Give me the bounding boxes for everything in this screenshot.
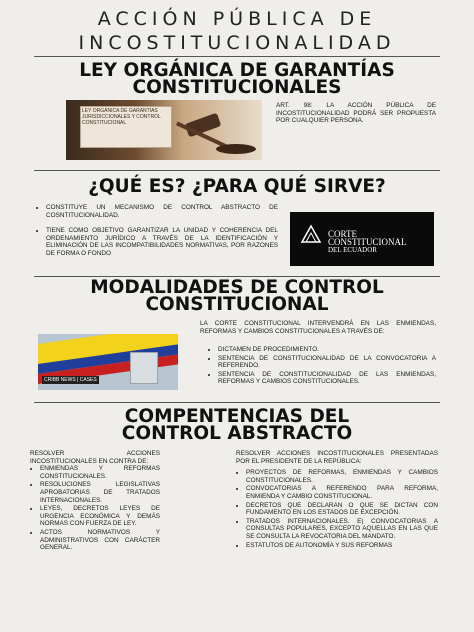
ballot-box-icon (130, 352, 158, 384)
section1-title-line2: CONSTITUCIONALES (132, 77, 342, 98)
section3-intro: LA CORTE CONSTITUCIONAL INTERVENDRÁ EN LAS ENMIENDAS, REFORMAS Y CAMBIOS CONSTITUCIONALES A TRAVÉS DE: (200, 320, 436, 335)
section3-bullet-list (208, 346, 436, 387)
right-column (236, 450, 438, 550)
left-column (30, 450, 160, 553)
logo-line-3: DEL ECUADOR (328, 246, 377, 254)
list-item: • DICTAMEN DE PROCEDIMIENTO. (218, 346, 436, 354)
list-item: • LEYES, DECRETOS LEYES DE URGENCIA ECONÓMICA Y DEMÁS NORMAS CON FUERZA DE LEY. (40, 505, 160, 528)
article-98-text: ART. 98: LA ACCIÓN PÚBLICA DE INCOSTITUCIONALIDAD PODRÁ SER PROPUESTA POR CUALQUIER PERSONA. (276, 102, 436, 125)
gavel-block (216, 144, 256, 154)
list-item: • DECRETOS QUE DECLARAN O QUE SE DICTAN CON FUNDAMENTO EN LOS ESTADOS DE EXCEPCIÓN. (246, 502, 438, 517)
corte-emblem-icon (300, 222, 322, 244)
section4-title-line1: COMPENTENCIAS DEL (124, 406, 350, 427)
law-book-caption: LEY ORGÁNICA DE GARANTÍAS JURISDICCIONALES Y CONTROL CONSTITUCIONAL (82, 108, 161, 126)
ecuador-flag-ballot-image (38, 334, 178, 390)
right-column-intro: RESOLVER ACCIONES INCOSTITUCIONALES PRESENTADAS POR EL PRESIDENTE DE LA REPÚBLICA: (236, 450, 438, 465)
section1-title-line1: LEY ORGÁNICA DE GARANTÍAS (79, 60, 395, 81)
divider (34, 170, 440, 171)
list-item: • ACTOS NORMATIVOS Y ADMINISTRATIVOS CON CARÁCTER GENERAL. (40, 529, 160, 552)
list-item: • RESOLUCIONES LEGISLATIVAS APROBATORIAS DE TRATADOS INTERNACIONALES. (40, 481, 160, 504)
section4-title-line2: CONTROL ABSTRACTO (121, 423, 353, 444)
list-item: • TRATADOS INTERNACIONALES. E) CONVOCATORIAS A CONSULTAS POPULARES, EXCEPTO AQUELLAS EN LAS QUE SE CONSULTA LA REVOCATORIA DEL MANDATO. (246, 518, 438, 541)
logo-line-1: CORTE (328, 229, 357, 239)
section2-bullet-list (36, 204, 278, 259)
list-item: • TIENE COMO OBJETIVO GARANTIZAR LA UNIDAD Y COHERENCIA DEL ORDENAMIENTO JURÍDICO A TRAVÉS DE LA IDENTIFICACIÓN Y ELIMINACIÓN DE LAS INCOMPATIBILIDADES NORMATIVAS, POR RAZONES DE FORMA O FONDO (46, 227, 278, 257)
section3-title-line2: CONSTITUCIONAL (145, 294, 329, 315)
divider (34, 56, 440, 57)
news-tag: CRIBB NEWS | CASES (44, 377, 97, 383)
header-title-line1: ACCIÓN PÚBLICA DE (97, 8, 377, 30)
list-item: • ESTATUTOS DE AUTONOMÍA Y SUS REFORMAS (246, 542, 438, 550)
list-item: • ENMIENDAS Y REFORMAS CONSTITUCIONALES. (40, 465, 160, 480)
logo-text (328, 230, 407, 254)
list-item: • CONSTITUYE UN MECANISMO DE CONTROL ABSTRACTO DE COSNTITUCIONALIDAD. (46, 204, 278, 219)
header-title-line2: INCOSTITUCIONALIDAD (78, 32, 396, 54)
section3-title-line1: MODALIDADES DE CONTROL (90, 277, 384, 298)
list-item: • SENTENCIA DE CONSTITUCIONALIDAD DE LAS ENMIENDAS, REFORMAS Y CAMBIOS CONSTITUCIONALES. (218, 371, 436, 386)
list-item: • PROYECTOS DE REFORMAS, ENMIENDAS Y CAMBIOS CONSTITUCIONALES. (246, 469, 438, 484)
logo-line-2: CONSTITUCIONAL (328, 237, 407, 247)
section2-title: ¿QUÉ ES? ¿PARA QUÉ SIRVE? (88, 176, 386, 197)
law-book-gavel-image (66, 100, 262, 160)
list-item: • SENTENCIA DE CONSTITUCIONALIDAD DE LA CONVOCATORIA A REFERENDO. (218, 355, 436, 370)
left-column-intro: RESOLVER ACCIONES INCOSTITUCIONALES EN CONTRA DE: (30, 450, 160, 465)
list-item: • CONVOCATORIAS A REFERENDO PARA REFORMA, ENMIENDA Y CAMBIO CONSTITUCIONAL. (246, 485, 438, 500)
divider (34, 402, 440, 403)
corte-constitucional-logo (290, 212, 434, 266)
